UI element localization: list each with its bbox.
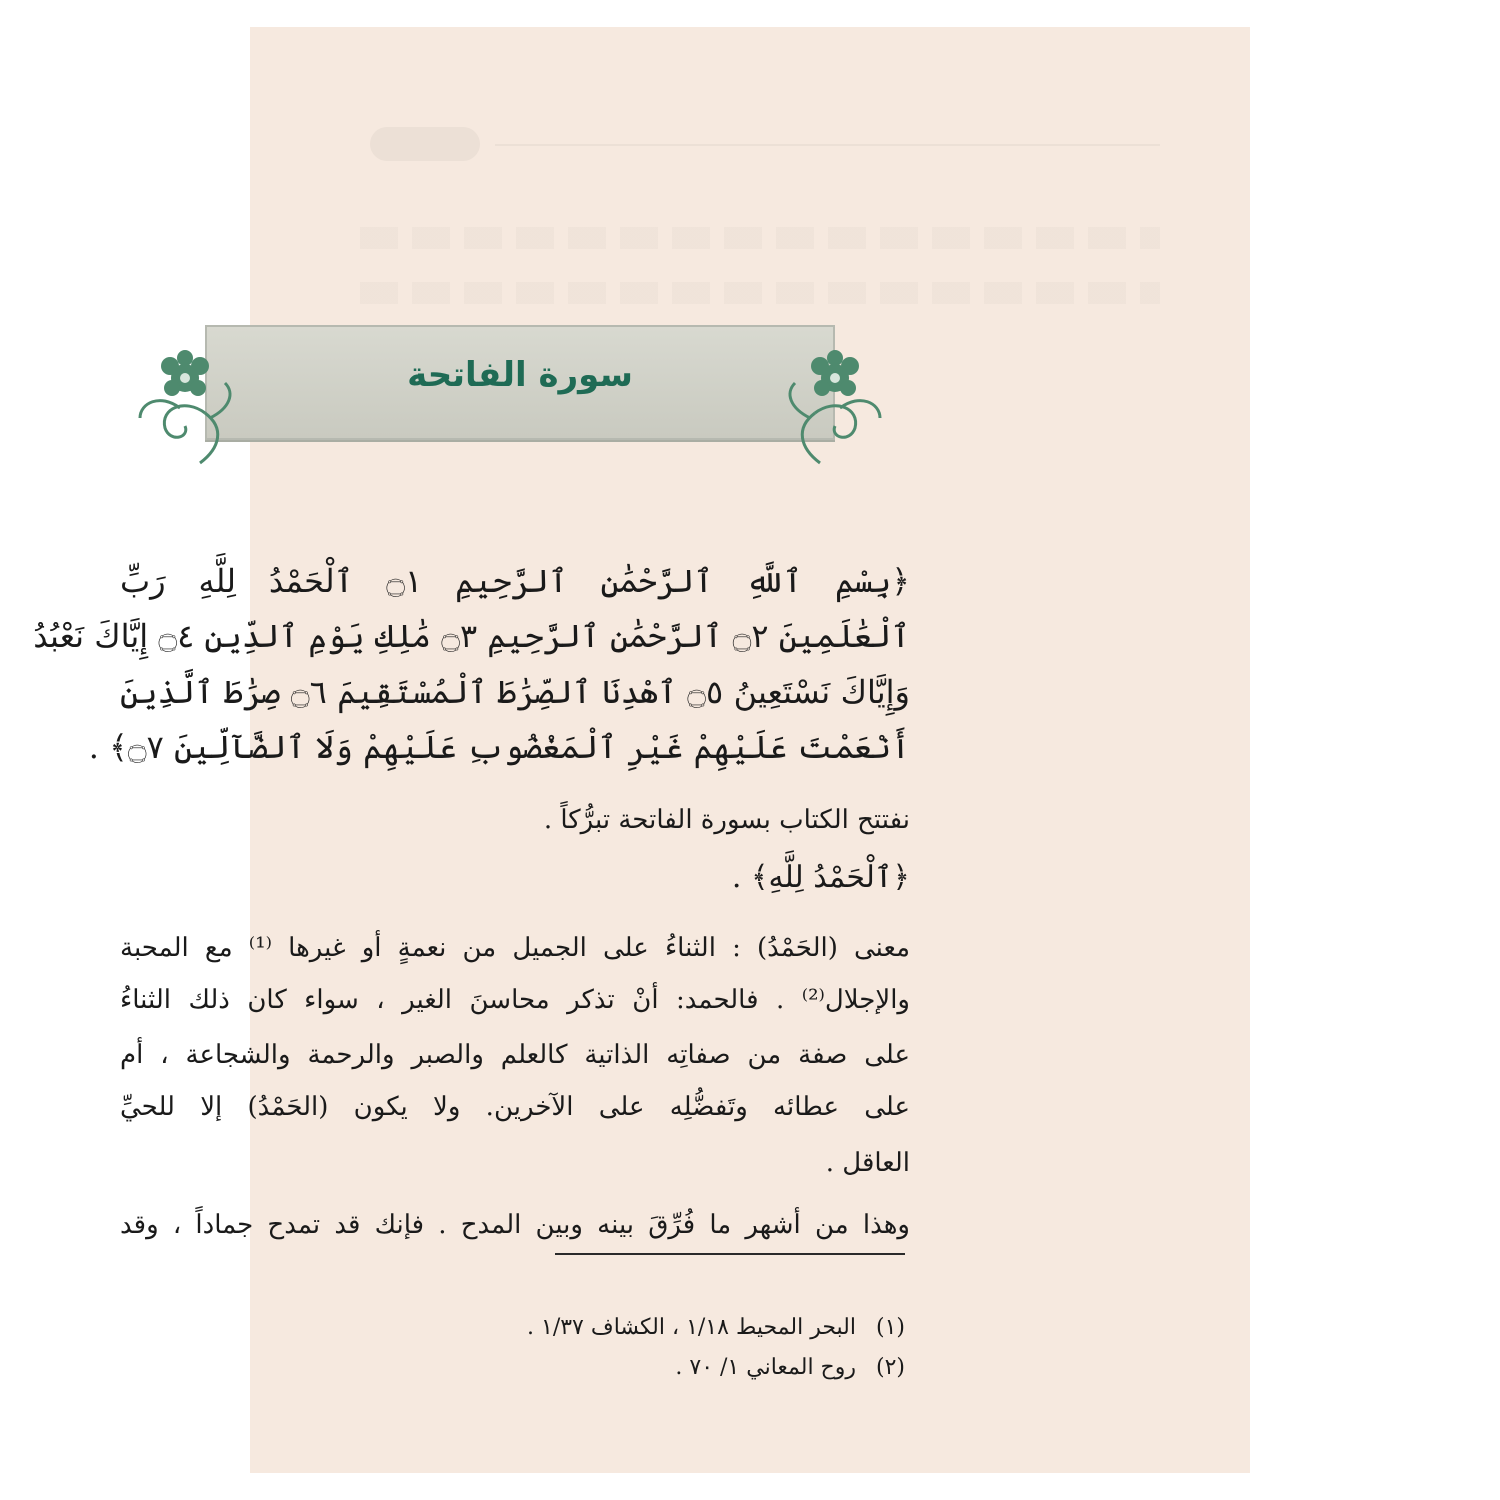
footnote-2 <box>120 1353 905 1383</box>
intro-line: نفتتح الكتاب بسورة الفاتحة تبرُّكاً . <box>543 805 910 835</box>
paragraph-line: العاقل . <box>825 1148 910 1178</box>
paragraph-line: وهذا من أشهر ما فُرِّقَ بينه وبين المدح . فإنك قد تمدح جماداً ، وقد <box>120 1210 910 1240</box>
paragraph-line: والإجلال⁽²⁾ . فالحمد: أنْ تذكر محاسنَ الغير ، سواء كان ذلك الثناءُ <box>120 985 910 1015</box>
verse-line-3: وَإِيَّاكَ نَسْتَعِينُ ۝٥ ٱهْدِنَا ٱلصِّرَٰطَ ٱلْمُسْتَقِيمَ ۝٦ صِرَٰطَ ٱلَّذِينَ <box>120 673 910 711</box>
paragraph-line: على عطائه وتَفضُّلِه على الآخرين. ولا يكون (الحَمْدُ) إلا للحيِّ <box>120 1092 910 1122</box>
footnote-text: روح المعاني ١/ ٧٠ . <box>675 1355 856 1380</box>
paragraph-line: معنى (الحَمْدُ) : الثناءُ على الجميل من نعمةٍ أو غيرها ⁽¹⁾ مع المحبة <box>120 933 910 963</box>
surah-title-banner <box>205 325 835 440</box>
floral-ornament-right-icon <box>780 338 890 468</box>
footnote-number: (١) <box>875 1315 905 1340</box>
footnote-divider <box>555 1253 905 1255</box>
surah-title: سورة الفاتحة <box>407 355 633 395</box>
footnote-text: البحر المحيط ١/١٨ ، الكشاف ١/٣٧ . <box>527 1315 856 1340</box>
footnote-number: (٢) <box>875 1355 905 1380</box>
show-through-header <box>370 127 1160 163</box>
verse-line-4: أَنْعَمْتَ عَلَيْهِمْ غَيْرِ ٱلْمَغْضُوبِ عَلَيْهِمْ وَلَا ٱلضَّآلِّينَ ۝٧﴾ . <box>88 728 910 766</box>
heading-phrase: ﴿ٱلْحَمْدُ لِلَّهِ﴾ . <box>731 860 910 895</box>
paragraph-line: على صفة من صفاتِه الذاتية كالعلم والصبر والرحمة والشجاعة ، أم <box>120 1040 910 1070</box>
verse-line-2: ٱلْعَٰلَمِينَ ۝٢ ٱلرَّحْمَٰنِ ٱلرَّحِيمِ ۝٣ مَٰلِكِ يَوْمِ ٱلدِّينِ ۝٤ إِيَّاكَ نَعْبُدُ <box>33 617 910 655</box>
verse-line-1: ﴿بِسْمِ ٱللَّهِ ٱلرَّحْمَٰنِ ٱلرَّحِيمِ ۝١ ٱلْحَمْدُ لِلَّهِ رَبِّ <box>120 562 911 600</box>
floral-ornament-left-icon <box>130 338 240 468</box>
footnote-1 <box>120 1313 905 1343</box>
